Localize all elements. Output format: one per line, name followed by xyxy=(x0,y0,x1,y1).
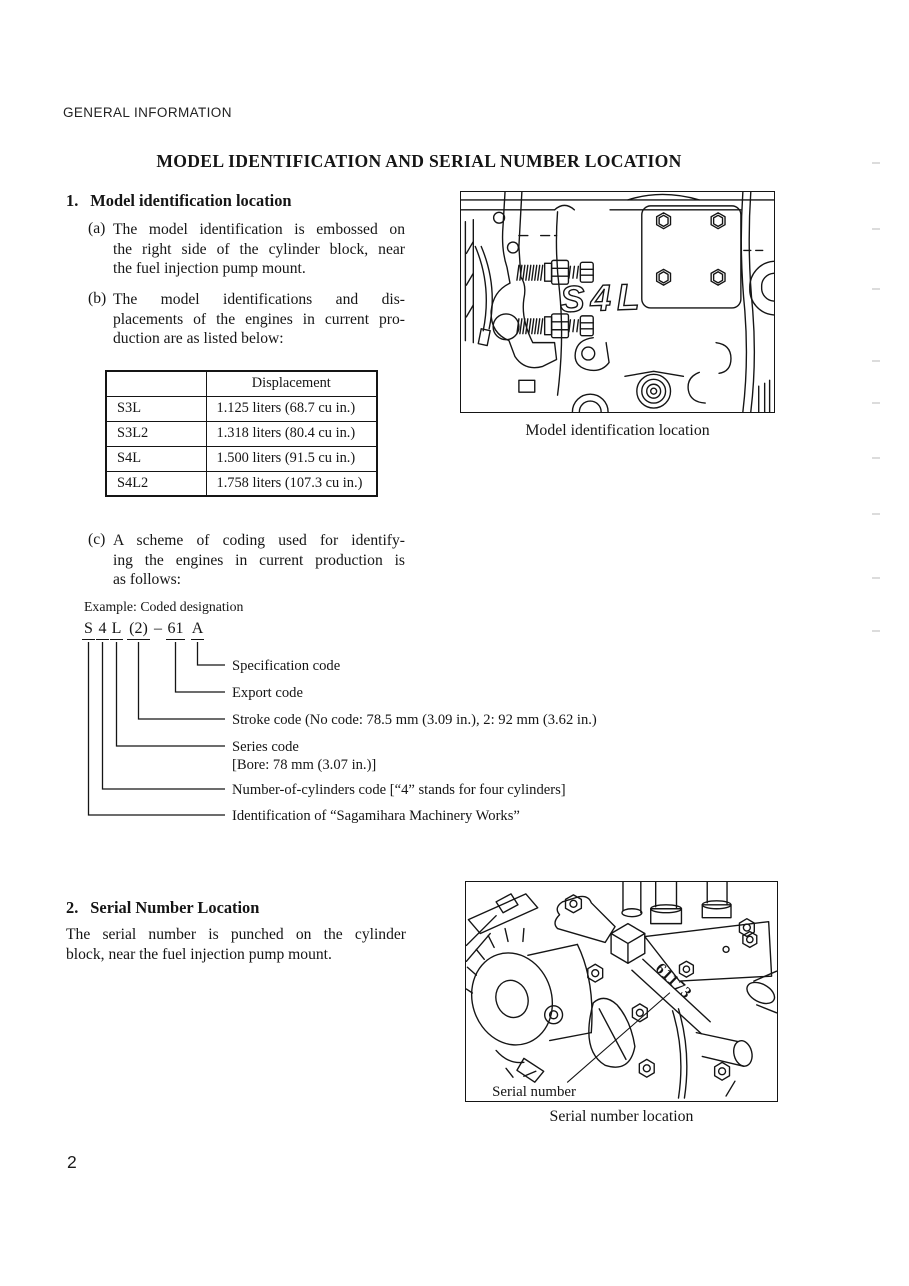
scan-mark xyxy=(872,402,880,404)
scan-mark xyxy=(872,162,880,164)
section2-line: block, near the fuel injection pump mount. xyxy=(66,945,332,963)
scan-mark xyxy=(872,513,880,515)
scan-mark xyxy=(872,288,880,290)
section1-heading xyxy=(66,191,292,211)
table-row xyxy=(106,396,377,421)
callout-series-code xyxy=(232,738,376,774)
callout-identification: Identification of “Sagamihara Machinery Works” xyxy=(232,808,520,824)
section2-number: 2. xyxy=(66,898,79,917)
scan-mark xyxy=(872,457,880,459)
item-a-marker: (a) xyxy=(88,220,106,237)
item-b-line: duction are as listed below: xyxy=(113,330,284,348)
displacement-cell: 1.758 liters (107.3 cu in.) xyxy=(206,471,377,496)
table-row xyxy=(106,446,377,471)
displacement-cell: 1.125 liters (68.7 cu in.) xyxy=(206,396,377,421)
item-c-line: as follows: xyxy=(113,571,182,589)
series-code-line1: Series code xyxy=(232,739,299,755)
injection-pump-illustration xyxy=(466,882,777,1101)
item-c-marker: (c) xyxy=(88,531,106,548)
scan-mark xyxy=(872,630,880,632)
item-c xyxy=(88,531,405,590)
table-header-displacement: Displacement xyxy=(206,371,377,396)
figure-serial-number xyxy=(465,881,778,1102)
item-c-line: A scheme of coding used for identify- xyxy=(113,532,405,549)
section2-heading xyxy=(66,898,259,918)
section2-line: The serial number is punched on the cylinder xyxy=(66,926,406,943)
section1-heading-text: Model identification location xyxy=(90,191,292,210)
item-a-line: The model identification is embossed on xyxy=(113,221,405,238)
section2-heading-text: Serial Number Location xyxy=(90,898,260,917)
figure-model-identification xyxy=(460,191,775,413)
model-cell: S4L xyxy=(106,446,206,471)
code-token: (2) xyxy=(127,620,150,640)
model-cell: S3L xyxy=(106,396,206,421)
item-b-marker: (b) xyxy=(88,290,107,307)
item-b-line: The model identifications and dis- xyxy=(113,291,405,308)
code-token: 61 xyxy=(166,620,185,640)
code-token-dash: – xyxy=(154,620,162,637)
page-title: MODEL IDENTIFICATION AND SERIAL NUMBER LOCATION xyxy=(156,151,682,171)
example-label: Example: Coded designation xyxy=(84,599,244,614)
scan-mark xyxy=(872,228,880,230)
code-token: S xyxy=(82,620,95,640)
item-a xyxy=(88,220,405,279)
section1-number: 1. xyxy=(66,191,79,210)
callout-stroke-code: Stroke code (No code: 78.5 mm (3.09 in.), 2: 92 mm (3.62 in.) xyxy=(232,712,597,728)
series-code-line2: [Bore: 78 mm (3.07 in.)] xyxy=(232,757,377,773)
scan-mark xyxy=(872,577,880,579)
figure2-caption: Serial number location xyxy=(549,1108,694,1125)
table-header-row xyxy=(106,371,377,396)
scan-mark xyxy=(872,360,880,362)
page-header: GENERAL INFORMATION xyxy=(63,105,232,120)
callout-specification-code: Specification code xyxy=(232,658,341,674)
callout-cylinders-code: Number-of-cylinders code [“4” stands for four cylinders] xyxy=(232,782,566,798)
item-a-line: the fuel injection pump mount. xyxy=(113,260,306,278)
table-row xyxy=(106,421,377,446)
item-b xyxy=(88,290,405,349)
code-token: 4 xyxy=(96,620,109,640)
model-cell: S3L2 xyxy=(106,421,206,446)
callout-connector-lines xyxy=(82,642,232,822)
callout-export-code: Export code xyxy=(232,685,303,701)
code-token: A xyxy=(191,620,204,640)
item-a-line: the right side of the cylinder block, near xyxy=(113,240,405,258)
table-row xyxy=(106,471,377,496)
section2-paragraph xyxy=(66,925,406,965)
item-c-line: ing the engines in current production is xyxy=(113,551,405,569)
displacement-table xyxy=(105,370,378,497)
engine-block-illustration xyxy=(461,192,774,412)
table-header-empty xyxy=(106,371,206,396)
coded-designation xyxy=(82,620,204,640)
punched-serial-number: 61173 xyxy=(651,959,696,1003)
serial-number-label: Serial number xyxy=(492,1084,576,1101)
model-cell: S4L2 xyxy=(106,471,206,496)
code-token: L xyxy=(110,620,123,640)
displacement-cell: 1.500 liters (91.5 cu in.) xyxy=(206,446,377,471)
displacement-cell: 1.318 liters (80.4 cu in.) xyxy=(206,421,377,446)
page-number: 2 xyxy=(67,1152,77,1172)
figure1-caption: Model identification location xyxy=(525,422,710,439)
embossed-model-code: S4L xyxy=(559,275,646,320)
item-b-line: placements of the engines in current pro- xyxy=(113,310,405,328)
